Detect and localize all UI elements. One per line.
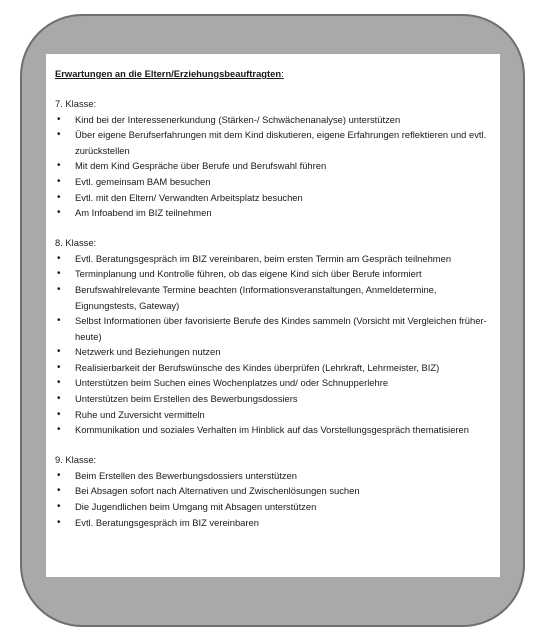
list-item: • Evtl. mit den Eltern/ Verwandten Arbeitsplatz besuchen bbox=[55, 190, 500, 206]
list-item: • Evtl. Beratungsgespräch im BIZ vereinbaren, beim ersten Termin am Gespräch teilnehmen bbox=[55, 251, 500, 267]
heading-text: Erwartungen an die Eltern/Erziehungsbeauftragten bbox=[55, 68, 282, 79]
section-title: 8. Klasse: bbox=[55, 237, 97, 249]
bullet-list bbox=[55, 251, 500, 438]
section-klasse-8 bbox=[55, 235, 500, 438]
list-item: • Netzwerk und Beziehungen nutzen bbox=[55, 344, 500, 360]
list-item: • Ruhe und Zuversicht vermitteln bbox=[55, 407, 500, 423]
list-item: • Kind bei der Interessenerkundung (Stärken-/ Schwächenanalyse) unterstützen bbox=[55, 112, 500, 128]
list-item: • Kommunikation und soziales Verhalten im Hinblick auf das Vorstellungsgespräch thematisieren bbox=[55, 422, 500, 438]
list-item: • Am Infoabend im BIZ teilnehmen bbox=[55, 205, 500, 221]
content-panel bbox=[46, 54, 500, 577]
list-item: • Mit dem Kind Gespräche über Berufe und Berufswahl führen bbox=[55, 158, 500, 174]
document-heading bbox=[55, 66, 500, 82]
section-klasse-7 bbox=[55, 96, 500, 221]
list-item: • Die Jugendlichen beim Umgang mit Absagen unterstützen bbox=[55, 499, 500, 515]
section-klasse-9 bbox=[55, 452, 500, 530]
list-item: • Berufswahlrelevante Termine beachten (Informationsveranstaltungen, Anmeldetermine, Eignungstests, Gateway) bbox=[55, 282, 500, 313]
list-item: • Terminplanung und Kontrolle führen, ob das eigene Kind sich über Berufe informiert bbox=[55, 266, 500, 282]
list-item: • Evtl. Beratungsgespräch im BIZ vereinbaren bbox=[55, 515, 500, 531]
list-item: • Realisierbarkeit der Berufswünsche des Kindes überprüfen (Lehrkraft, Lehrmeister, BIZ) bbox=[55, 360, 500, 376]
list-item: • Beim Erstellen des Bewerbungsdossiers unterstützen bbox=[55, 468, 500, 484]
list-item: • Unterstützen beim Erstellen des Bewerbungsdossiers bbox=[55, 391, 500, 407]
list-item: • Bei Absagen sofort nach Alternativen und Zwischenlösungen suchen bbox=[55, 483, 500, 499]
list-item: • Über eigene Berufserfahrungen mit dem Kind diskutieren, eigene Erfahrungen reflektieren und evtl. zurückstellen bbox=[55, 127, 500, 158]
list-item: • Selbst Informationen über favorisierte Berufe des Kindes sammeln (Vorsicht mit Vergleichen früher-heute) bbox=[55, 313, 500, 344]
list-item: • Evtl. gemeinsam BAM besuchen bbox=[55, 174, 500, 190]
section-title: 9. Klasse: bbox=[55, 454, 97, 466]
bullet-list bbox=[55, 112, 500, 221]
bullet-list bbox=[55, 468, 500, 530]
section-title: 7. Klasse: bbox=[55, 97, 97, 109]
heading-colon: : bbox=[281, 68, 284, 79]
list-item: • Unterstützen beim Suchen eines Wochenplatzes und/ oder Schnupperlehre bbox=[55, 375, 500, 391]
